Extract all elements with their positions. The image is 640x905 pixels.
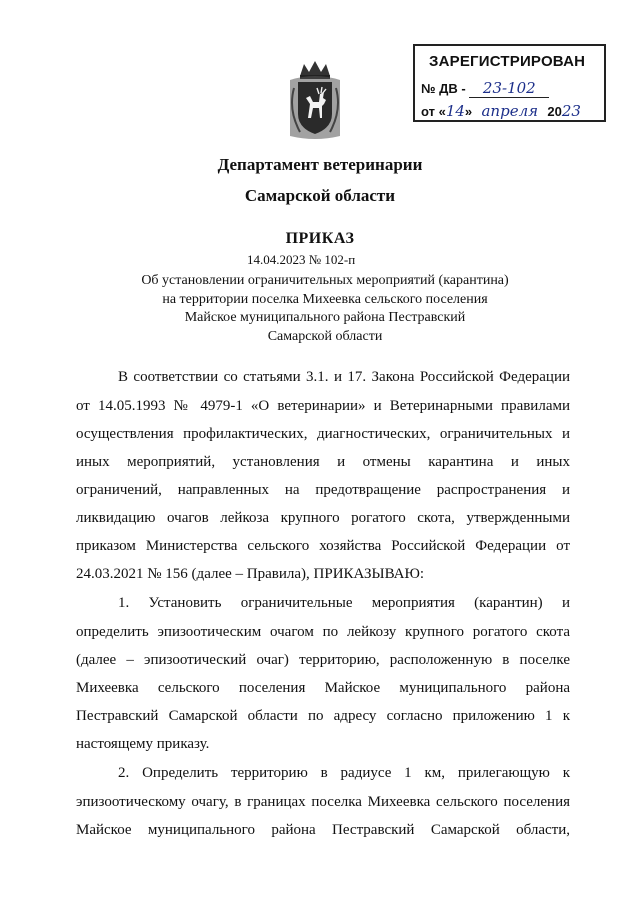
stamp-title: ЗАРЕГИСТРИРОВАН — [429, 53, 586, 70]
subject-line: Об установлении ограничительных мероприятий (карантина) — [141, 273, 509, 288]
stamp-date-line — [421, 102, 581, 121]
stamp-date-prefix: от « — [421, 104, 446, 119]
body-line: приказом Министерства сельского хозяйства Российской Федерации от — [76, 538, 570, 554]
stamp-date-mid: » — [464, 104, 473, 119]
subject-line: на территории поселка Михеевка сельского поселения — [162, 291, 488, 307]
stamp-date-day: 14 — [445, 102, 465, 120]
body-line: ликвидацию очагов лейкоза крупного рогатого скота, утвержденными — [76, 510, 570, 526]
body-line: эпизоотическому очагу, в границах поселка Михеевка сельского поселения — [76, 794, 570, 810]
body-line: ограничений, направленных на предотвращение распространения и — [76, 482, 570, 498]
order-subject — [110, 272, 540, 346]
body-line: Пестравский Самарской области по адресу согласно приложению 1 к — [76, 708, 570, 724]
body-line: иных мероприятий, установления и отмены карантина и иных — [76, 454, 570, 470]
order-title: ПРИКАЗ — [285, 230, 355, 247]
department-name-line2: Самарской области — [244, 186, 396, 205]
body-line: от 14.05.1993 № 4979-1 «О ветеринарии» и Ветеринарными правилами — [76, 398, 570, 414]
stamp-date-year-prefix: 20 — [547, 104, 562, 119]
body-line: В соответствии со статьями 3.1. и 17. Закона Российской Федерации — [118, 369, 570, 385]
order-date-number: 14.04.2023 № 102-п — [247, 252, 356, 267]
subject-line: Самарской области — [267, 328, 383, 344]
subject-line: Майское муниципального района Пестравский — [184, 310, 466, 325]
body-line: (далее – эпизоотический очаг) территорию, расположенную в поселке — [76, 652, 570, 668]
body-line: Михеевка сельского поселения Майское муниципального района — [76, 680, 570, 696]
registration-stamp — [413, 44, 606, 122]
body-line: 1. Установить ограничительные мероприятия (карантин) и — [118, 595, 570, 611]
stamp-number-prefix: № ДВ - — [421, 81, 466, 96]
stamp-date-month: апреля — [476, 102, 544, 121]
body-line: настоящему приказу. — [76, 736, 210, 752]
department-name-line1: Департамент ветеринарии — [217, 155, 423, 174]
body-line: определить эпизоотическим очагом по лейкозу крупного рогатого скота — [76, 624, 570, 640]
body-line: осуществления профилактических, диагностических, ограничительных и — [76, 426, 570, 442]
stamp-date-year-suffix: 23 — [561, 102, 581, 120]
coat-of-arms-emblem — [286, 58, 344, 140]
stamp-number-line — [421, 79, 549, 98]
stamp-number-handwritten: 23-102 — [469, 79, 549, 98]
body-line: Майское муниципального района Пестравский Самарской области, — [76, 822, 570, 838]
body-line: 2. Определить территорию в радиусе 1 км, прилегающую к — [118, 765, 570, 781]
body-line: 24.03.2021 № 156 (далее – Правила), ПРИКАЗЫВАЮ: — [76, 566, 425, 582]
